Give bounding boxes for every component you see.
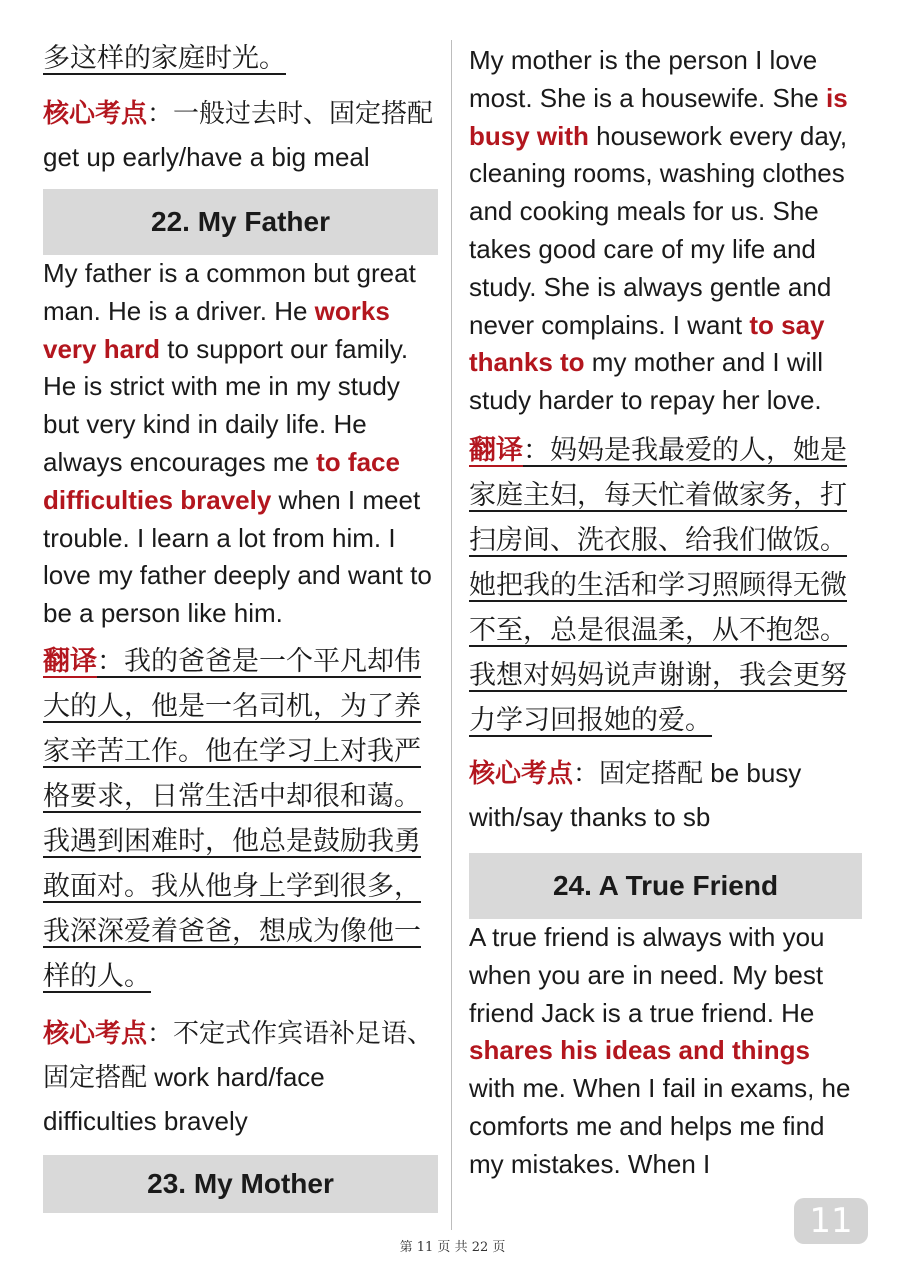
key-points-text: ：固定搭配 be busy with/say thanks to sb <box>469 757 802 832</box>
essay-23 <box>469 42 862 420</box>
page-number-badge: 11 <box>794 1198 868 1244</box>
essay-22 <box>43 255 438 633</box>
essay-text: housework every day, cleaning rooms, washing clothes and cooking meals for us. She takes good care of my life and study. She is always gentle and never complains. I want <box>469 120 848 340</box>
left-column <box>43 36 438 1213</box>
page-footer: 第 11 页 共 22 页 <box>399 1240 506 1255</box>
translation-23 <box>469 428 862 743</box>
translation-text: ：我的爸爸是一个平凡却伟大的人，他是一名司机，为了养家辛苦工作。他在学习上对我严格要求，日常生活中却很和蔼。我遇到困难时，他总是鼓励我勇敢面对。我从他身上学到很多，我深深爱着爸爸，想成为像他一样的人。 <box>43 645 421 991</box>
section-title-23: 23. My Mother <box>43 1155 438 1213</box>
column-divider <box>451 40 452 1230</box>
essay-text: when I meet trouble. I learn a lot from him. I love my father deeply and want to be a person like him. <box>43 484 432 629</box>
essay-text: A true friend is always with you when you are in need. My best friend Jack is a true friend. He <box>469 921 825 1028</box>
highlight-phrase: to face difficulties bravely <box>43 446 400 515</box>
essay-text: My mother is the person I love most. She is a housewife. She <box>469 45 826 113</box>
key-points-text: ：不定式作宾语补足语、固定搭配 work hard/face difficulties bravely <box>43 1017 434 1136</box>
highlight-phrase: shares his ideas and things <box>469 1035 810 1066</box>
essay-text: to support our family. He is strict with me in my study but very kind in daily life. He always encourages me <box>43 333 409 477</box>
section-title-24: 24. A True Friend <box>469 853 862 919</box>
key-points-label: 核心考点 <box>469 757 574 788</box>
continuation-line <box>43 36 438 81</box>
highlight-phrase: is busy with <box>469 82 848 151</box>
key-points-label: 核心考点 <box>43 98 148 128</box>
essay-text: with me. When I fail in exams, he comforts me and helps me find my mistakes. When I <box>469 1073 851 1179</box>
key-points-23 <box>469 751 862 839</box>
section-title-22: 22. My Father <box>43 189 438 255</box>
translation-text: ：妈妈是我最爱的人，她是家庭主妇，每天忙着做家务，打扫房间、洗衣服、给我们做饭。她把我的生活和学习照顾得无微不至，总是很温柔，从不抱怨。我想对妈妈说声谢谢，我会更努力学习回报她的爱。 <box>469 434 847 735</box>
highlight-phrase: works very hard <box>43 295 390 364</box>
key-points-1 <box>43 91 438 179</box>
translation-label: 翻译 <box>43 645 97 676</box>
continuation-text: 多这样的家庭时光。 <box>43 43 286 73</box>
highlight-phrase: to say thanks to <box>469 309 825 378</box>
right-column <box>469 42 862 1184</box>
essay-text: my mother and I will study harder to repay her love. <box>469 347 823 416</box>
essay-24 <box>469 919 862 1184</box>
key-points-label: 核心考点 <box>43 1017 148 1048</box>
translation-22 <box>43 639 438 999</box>
essay-text: My father is a common but great man. He is a driver. He <box>43 258 416 326</box>
key-points-22 <box>43 1011 438 1143</box>
key-points-text: ：一般过去时、固定搭配 get up early/have a big meal <box>43 98 434 172</box>
translation-label: 翻译 <box>469 434 523 465</box>
